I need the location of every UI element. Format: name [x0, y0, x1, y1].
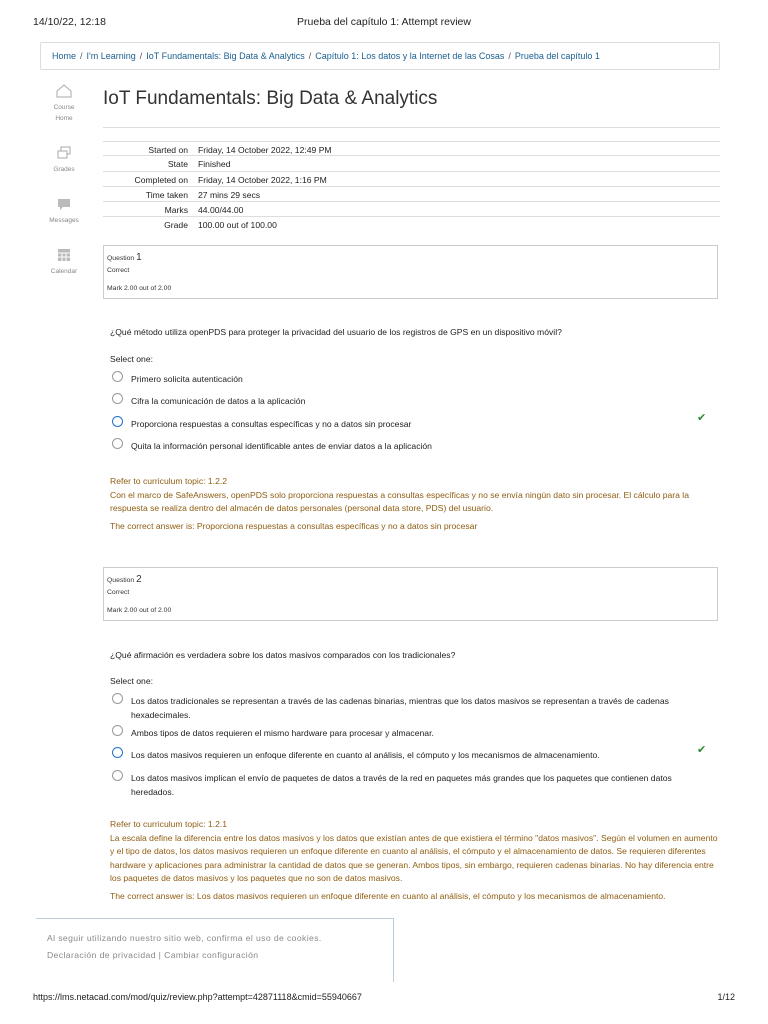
check-icon: ✔: [697, 412, 707, 424]
summary-row-time-taken: Time taken 27 mins 29 secs: [103, 187, 720, 202]
radio-button[interactable]: [112, 438, 123, 449]
question-mark: Mark 2.00 out of 2.00: [107, 607, 172, 614]
grades-icon: [56, 146, 72, 160]
radio-button[interactable]: [112, 371, 123, 382]
question-text: ¿Qué método utiliza openPDS para proteger la privacidad del usuario de los registros de GPS en un dispositivo móvil?: [110, 327, 562, 337]
question-info-box: [103, 245, 718, 299]
calendar-icon: [56, 248, 72, 262]
page-title: IoT Fundamentals: Big Data & Analytics: [103, 88, 438, 109]
radio-button-selected[interactable]: [112, 747, 123, 758]
sidebar-item-calendar[interactable]: [40, 248, 88, 277]
feedback: [110, 475, 722, 533]
question-number: Question 1: [107, 252, 142, 263]
radio-button[interactable]: [112, 770, 123, 781]
select-one-label: Select one:: [110, 354, 153, 364]
breadcrumb: Home / I'm Learning / IoT Fundamentals: Big Data & Analytics / Capítulo 1: Los datos y la Internet de las Cosas / Prueba del capítulo 1: [40, 42, 720, 70]
breadcrumb-home[interactable]: Home: [52, 51, 77, 61]
breadcrumb-course[interactable]: IoT Fundamentals: Big Data & Analytics: [146, 51, 305, 61]
check-icon: ✔: [697, 744, 707, 756]
house-icon: [56, 84, 72, 98]
page-url: https://lms.netacad.com/mod/quiz/review.php?attempt=42871118&cmid=55940667: [33, 992, 362, 1002]
feedback-body: La escala define la diferencia entre los datos masivos y los datos que existían antes de que existiera el término "datos masivos". Según el volumen en aumento y el tipo de datos, los datos masivos requieren un enfoque diferente en cuanto al análisis, el cómputo y el almacenamiento de datos. Se requieren diferentes hardware y aplicaciones para administrar la cantidad de datos que se generan. Ambos tipos, sin embargo, requieren cadenas binarias. No hay diferencia entre los paquetes de datos masivos y los paquetes que no son de datos masivos.: [110, 832, 718, 883]
chat-icon: [56, 197, 72, 211]
sidebar-item-course-home[interactable]: [40, 84, 88, 124]
sidebar-label-grades: Grades: [53, 166, 75, 173]
sidebar-label-calendar: Calendar: [50, 268, 78, 275]
feedback-topic: Refer to curriculum topic: 1.2.2: [110, 476, 228, 486]
feedback: [110, 818, 722, 903]
print-title: Prueba del capítulo 1: Attempt review: [297, 16, 471, 28]
question-text: ¿Qué afirmación es verdadera sobre los datos masivos comparados con los tradicionales?: [110, 650, 456, 660]
sidebar-item-messages[interactable]: [40, 197, 88, 226]
question-state: Correct: [107, 267, 130, 274]
page-number: 1/12: [717, 992, 735, 1002]
sidebar-item-grades[interactable]: [40, 146, 88, 175]
cookie-banner: [36, 918, 394, 982]
select-one-label: Select one:: [110, 676, 153, 686]
radio-button[interactable]: [112, 393, 123, 404]
attempt-summary-table: [103, 141, 720, 233]
radio-button[interactable]: [112, 725, 123, 736]
print-header: [0, 16, 768, 32]
radio-button[interactable]: [112, 693, 123, 704]
cookie-message: Al seguir utilizando nuestro sitio web, confirma el uso de cookies.: [47, 933, 322, 943]
divider: [103, 127, 720, 128]
radio-button-selected[interactable]: [112, 416, 123, 427]
breadcrumb-chapter[interactable]: Capítulo 1: Los datos y la Internet de las Cosas: [315, 51, 505, 61]
correct-answer: The correct answer is: Proporciona respuestas a consultas específicas y no a datos sin procesar: [110, 520, 478, 531]
correct-answer: The correct answer is: Los datos masivos requieren un enfoque diferente en cuanto al análisis, el cómputo y los mecanismos de almacenamiento.: [110, 890, 666, 901]
question-info-box: [103, 567, 718, 621]
summary-row-state: State Finished: [103, 156, 720, 171]
question-number: Question 2: [107, 574, 142, 585]
feedback-body: Con el marco de SafeAnswers, openPDS solo proporciona respuestas a consultas específicas y no se envía ningún dato sin procesar. El cálculo para la respuesta se realiza dentro del almacén de datos personales (personal data store, PDS) del usuario.: [110, 489, 689, 513]
breadcrumb-quiz[interactable]: Prueba del capítulo 1: [514, 51, 600, 61]
sidebar-label-course-home: Course Home: [53, 104, 75, 122]
summary-row-started: Started on Friday, 14 October 2022, 12:49 PM: [103, 141, 720, 156]
question-mark: Mark 2.00 out of 2.00: [107, 285, 172, 292]
summary-row-completed: Completed on Friday, 14 October 2022, 1:16 PM: [103, 172, 720, 187]
summary-row-grade: Grade 100.00 out of 100.00: [164, 220, 277, 231]
sidebar-label-messages: Messages: [49, 217, 79, 224]
print-date: 14/10/22, 12:18: [33, 16, 106, 28]
cookie-links[interactable]: Declaración de privacidad | Cambiar configuración: [47, 950, 259, 960]
feedback-topic: Refer to curriculum topic: 1.2.1: [110, 819, 228, 829]
summary-row-marks: Marks 44.00/44.00: [103, 202, 720, 217]
breadcrumb-im-learning[interactable]: I'm Learning: [86, 51, 136, 61]
question-state: Correct: [107, 589, 130, 596]
